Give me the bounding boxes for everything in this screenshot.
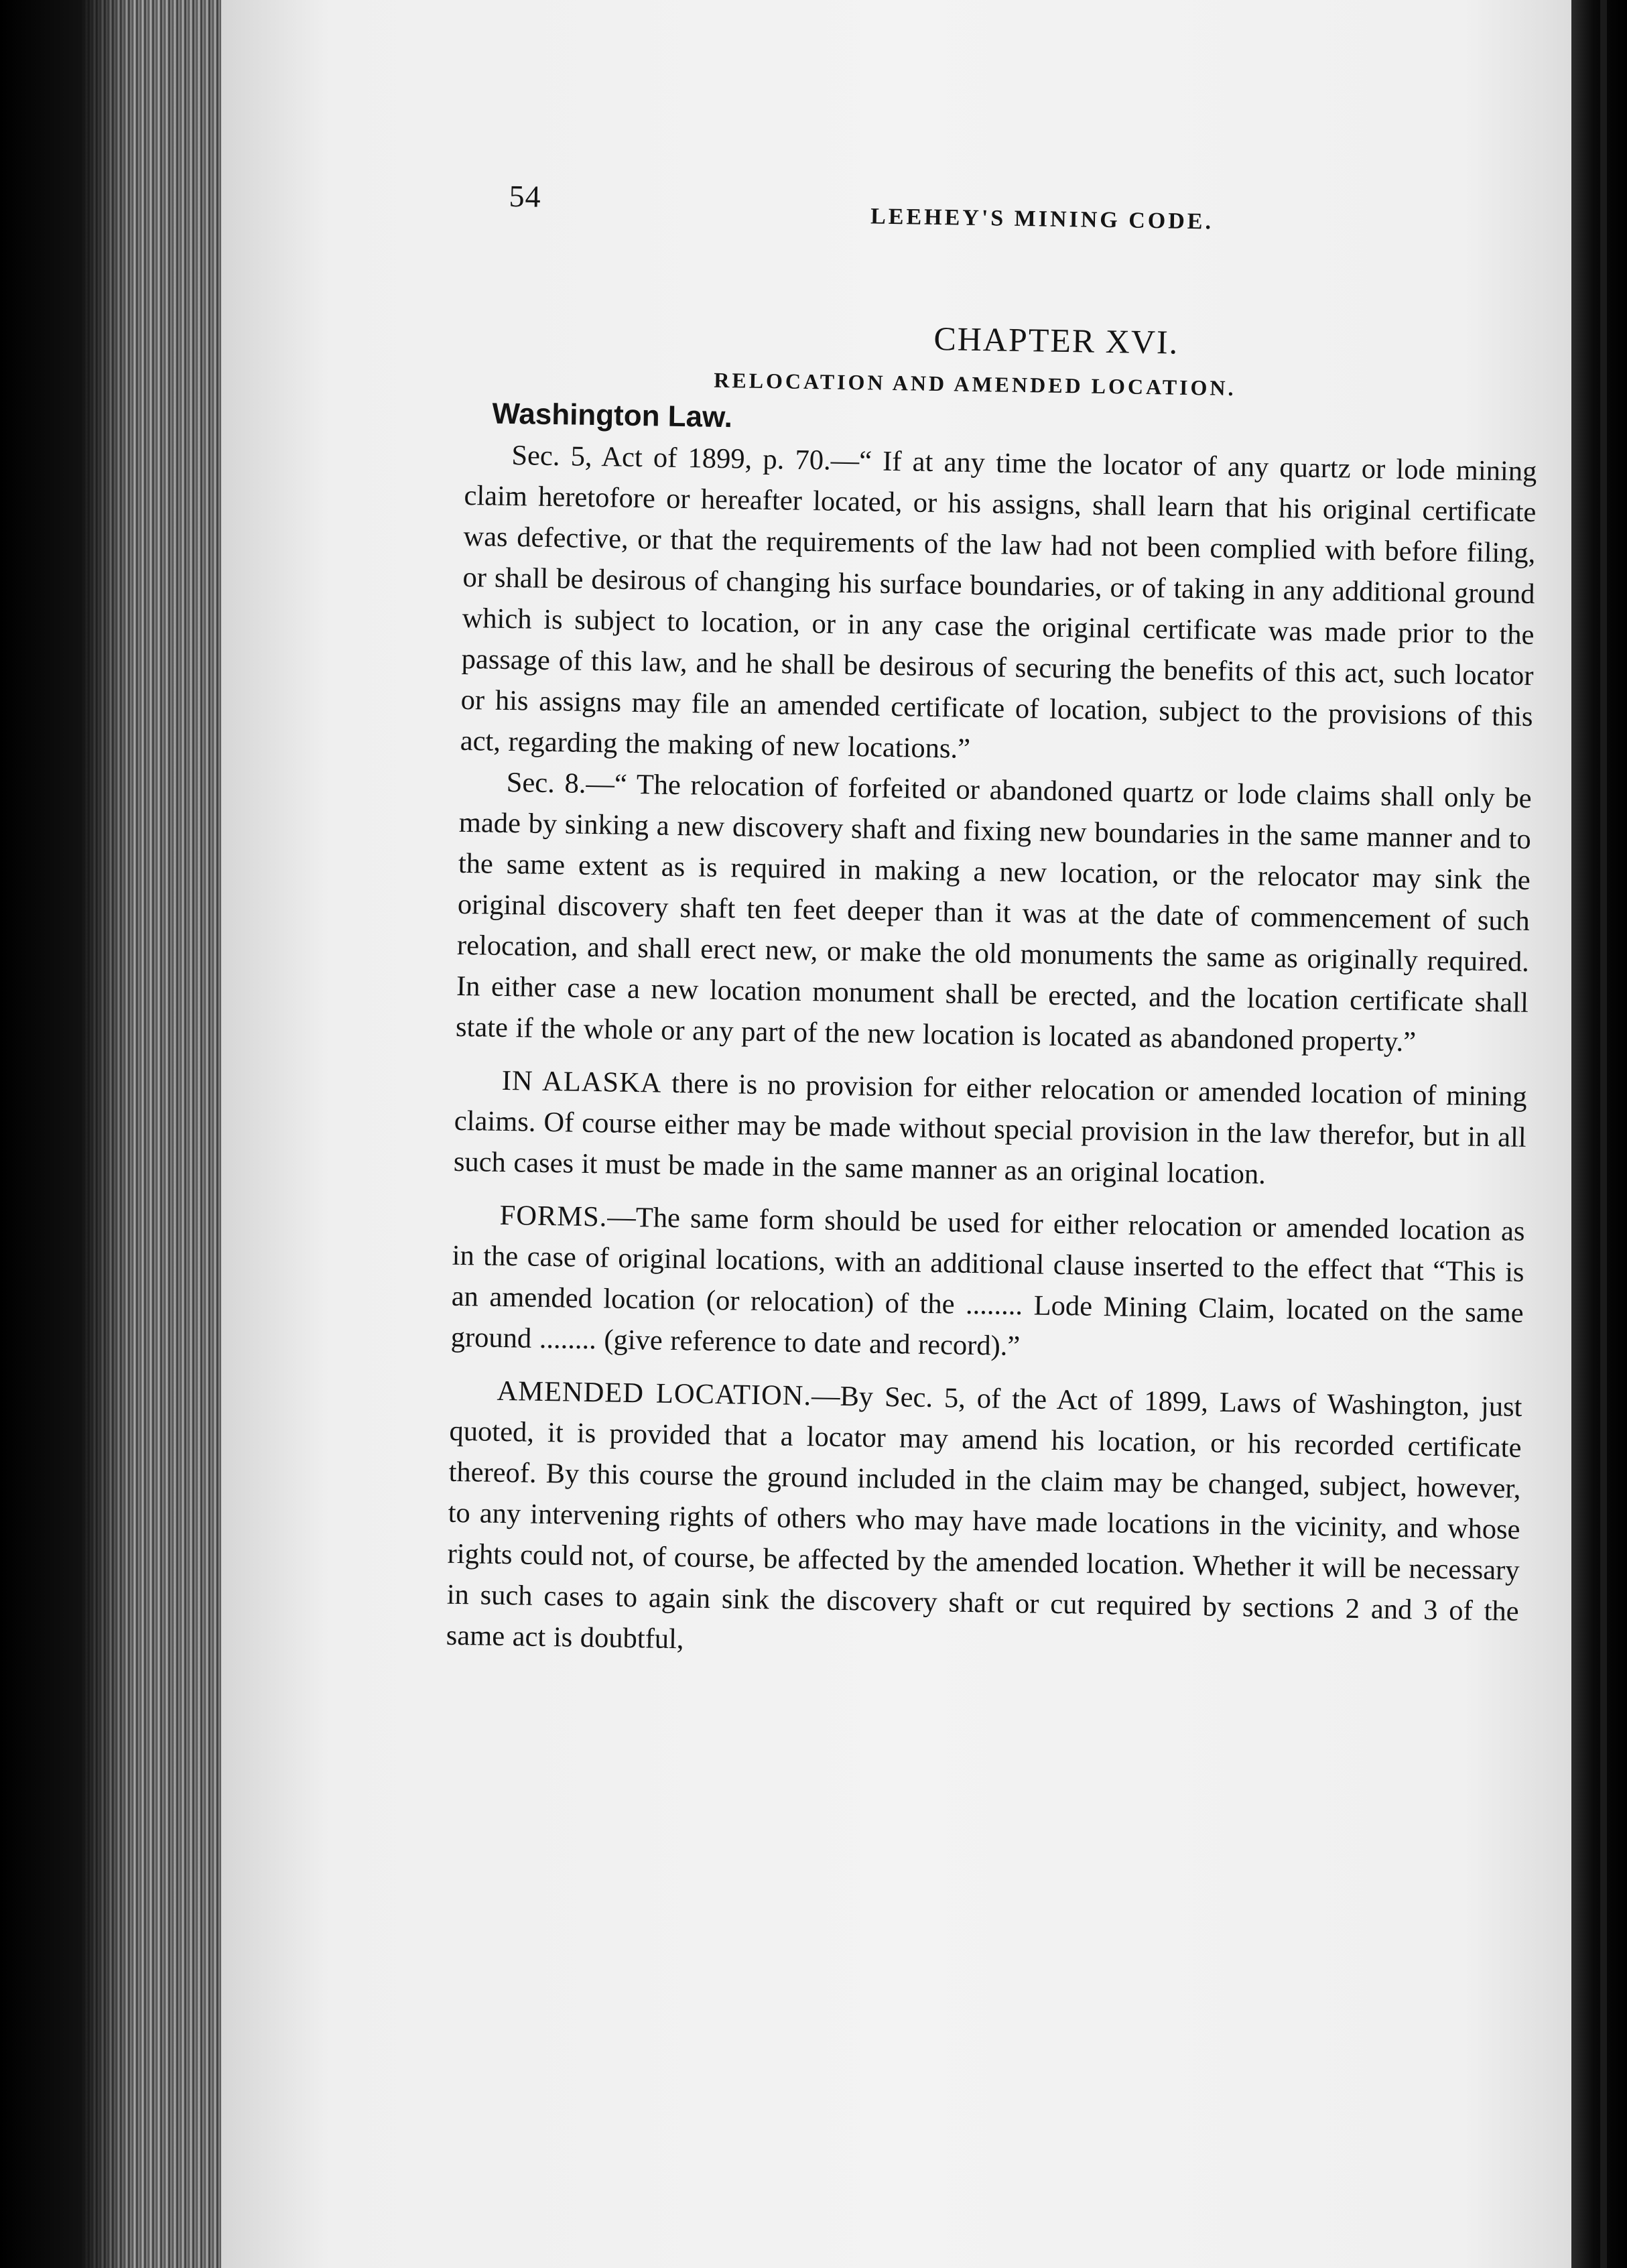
section-heading: Washington Law. — [492, 397, 733, 434]
paragraph-lead: AMENDED LOCATION. — [497, 1375, 812, 1412]
right-edge-line — [1600, 0, 1607, 2268]
paragraph-sec-5 — [460, 434, 1537, 778]
paragraph-lead: IN ALASKA — [501, 1064, 662, 1099]
chapter-title: CHAPTER XVI. — [933, 319, 1179, 361]
right-gutter — [1571, 0, 1627, 2268]
paragraph-text: there is no provision for either relocation or amended location of mining claims. Of course either may be made without special provision in the law therefor, but in all such cases it must be made in the same manner as an original location. — [453, 1067, 1528, 1190]
text-block — [446, 178, 1541, 1673]
paragraph-text: —The same form should be used for either relocation or amended location as in the case of original locations, with an additional clause inserted to the effect that “This is an amended location (or relocation) of the ........ Lode Mining Claim, located on the same ground ........ (give reference to date and record).” — [450, 1201, 1525, 1363]
paragraph-text: —By Sec. 5, of the Act of 1899, Laws of Washington, just quoted, it is provided that a locator may amend his location, or his recorded certificate thereof. By this course the ground included in the claim may be changed, subject, however, to any intervening rights of others who may have made locations in the vicinity, and whose rights could not, of course, be affected by the amended location. Whether it will be necessary in such cases to again sink the discovery shaft or cut required by sections 2 and 3 of the same act is doubtful, — [446, 1380, 1522, 1655]
paragraph-text: Sec. 5, Act of 1899, p. 70.—“ If at any time the locator of any quartz or lode mining claim heretofore or hereafter located, or his assigns, shall learn that his original certificate was defective, or that the requirements of the law had not been complied with before filing, or shall be desirous of changing his surface boundaries, or of taking in any additional ground which is subject to location, or in any case the original certificate was made prior to the passage of this law, and he shall be desirous of securing the benefits of this act, such locator or his assigns may file an amended certificate of location, subject to the provisions of this act, regarding the making of new locations.” — [460, 440, 1537, 765]
chapter-subtitle: RELOCATION AND AMENDED LOCATION. — [714, 367, 1236, 401]
page-edge-shadow — [0, 0, 134, 2268]
paragraph-in-alaska — [453, 1060, 1527, 1199]
paragraph-text: Sec. 8.—“ The relocation of forfeited or abandoned quartz or lode claims shall only be made by sinking a new discovery shaft and fixing new boundaries in the same manner and to the same extent as is required in making a new location, or the relocator may sink the original discovery shaft ten feet deeper than it was at the date of commencement of such relocation, and shall erect new, or make the old monuments the same as originally required. In either case a new location monument shall be erected, and the location certificate shall state if the whole or any part of the new location is located as abandoned property.” — [455, 766, 1533, 1058]
paragraph-amended-location — [446, 1370, 1522, 1673]
paragraph-forms — [450, 1194, 1525, 1375]
paragraph-sec-8 — [456, 761, 1533, 1064]
running-title: LEEHEY'S MINING CODE. — [870, 204, 1214, 235]
page-number: 54 — [509, 178, 541, 214]
paragraph-lead: FORMS. — [499, 1199, 608, 1233]
